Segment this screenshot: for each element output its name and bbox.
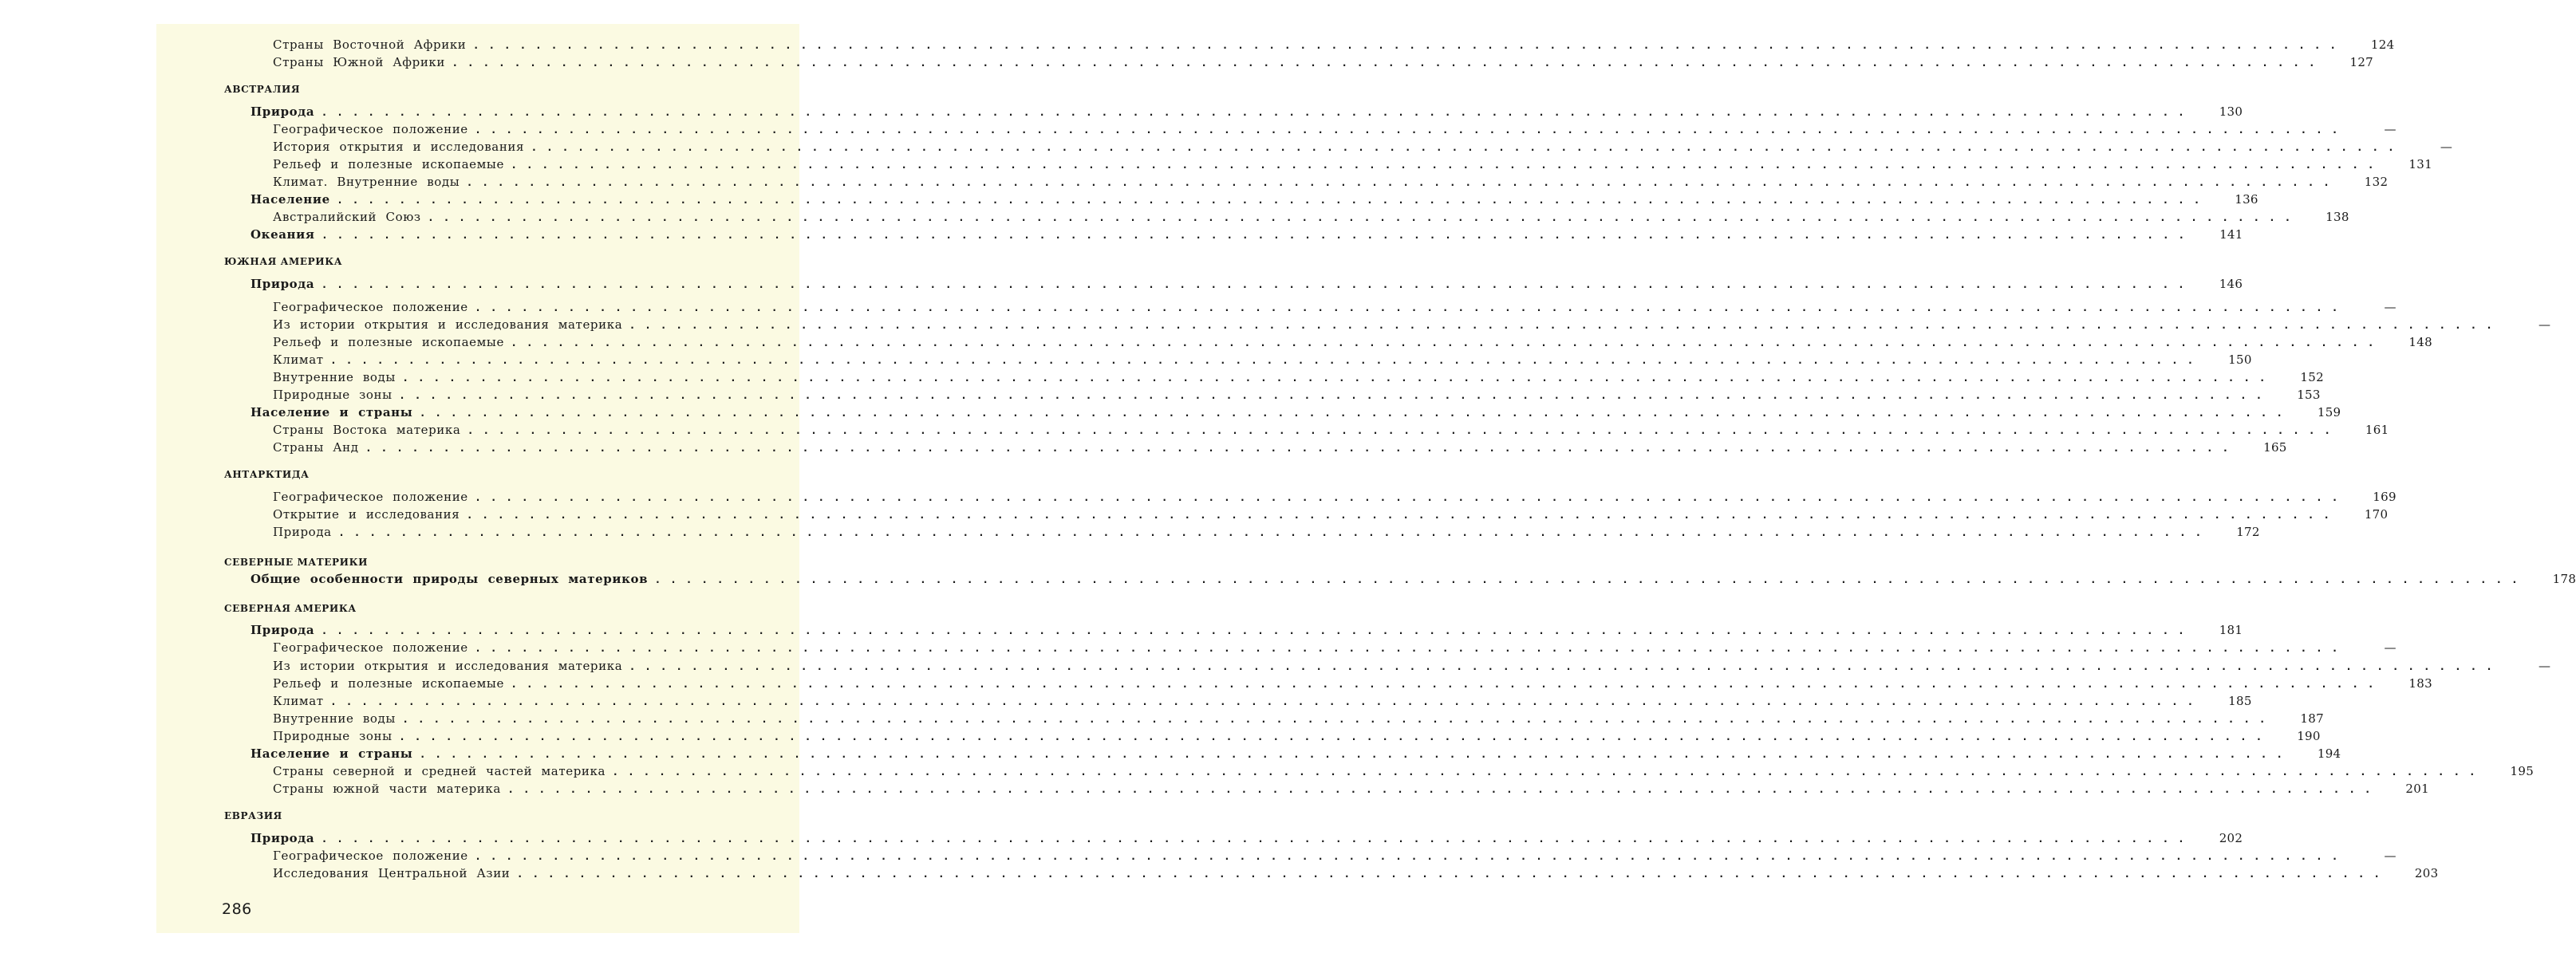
toc-entry-title: Географическое положение	[273, 849, 468, 863]
toc-entry-page: 165	[2263, 440, 2287, 455]
toc-entry-title: Географическое положение	[273, 490, 468, 504]
toc-entry	[250, 276, 2243, 293]
toc-entry-title: Население и страны	[250, 746, 413, 761]
toc-entry-page: —	[2538, 659, 2551, 673]
dot-leader: ........................................................................................................................	[453, 57, 2326, 69]
toc-entry-page: 150	[2228, 352, 2252, 367]
toc-entry-page: 152	[2300, 370, 2324, 384]
toc-entry-page: 136	[2235, 192, 2258, 207]
toc-entry-title: Внутренние воды	[273, 370, 396, 384]
dot-leader: ........................................................................................................................	[508, 784, 2381, 795]
toc-entry	[273, 387, 2321, 404]
toc-entry	[273, 352, 2252, 368]
toc-entry-title: Страны Востока материка	[273, 423, 461, 437]
dot-leader: ........................................................................................................................	[656, 574, 2529, 585]
dot-leader: ........................................................................................................................	[630, 661, 2503, 672]
toc-entry	[273, 524, 2260, 541]
toc-entry-page: —	[2384, 640, 2397, 655]
toc-entry	[273, 848, 2397, 864]
toc-entry-title: Природа	[273, 525, 332, 539]
toc-entry-title: Географическое положение	[273, 300, 468, 314]
toc-entry-title: Рельеф и полезные ископаемые	[273, 157, 504, 171]
section-heading: ЮЖНАЯ АМЕРИКА	[224, 256, 343, 267]
toc-entry-page: 138	[2326, 210, 2349, 224]
section-heading: АВСТРАЛИЯ	[224, 84, 301, 95]
toc-entry-title: Климат	[273, 352, 324, 367]
dot-leader: ........................................................................................................................	[475, 492, 2349, 503]
toc-entry-title: Страны южной части материка	[273, 782, 501, 796]
page-number: 286	[222, 900, 252, 918]
toc-entry-page: 146	[2219, 277, 2243, 291]
toc-entry-page: —	[2538, 317, 2551, 332]
toc-entry-page: 130	[2219, 104, 2243, 119]
toc-entry	[273, 209, 2349, 226]
section-heading: СЕВЕРНЫЕ МАТЕРИКИ	[224, 557, 369, 568]
toc-entry-title: Страны Анд	[273, 440, 359, 455]
dot-leader: ........................................................................................................................	[366, 443, 2239, 454]
toc-entry-page: 187	[2300, 711, 2324, 726]
toc-entry-page: 132	[2364, 175, 2389, 189]
dot-leader: ........................................................................................................................	[331, 696, 2204, 707]
toc-entry-page: 203	[2414, 866, 2439, 880]
dot-leader: ........................................................................................................................	[322, 833, 2195, 845]
toc-entry	[273, 640, 2397, 656]
toc-entry-title: Страны северной и средней частей материка	[273, 764, 606, 778]
dot-leader: ........................................................................................................................	[532, 142, 2405, 153]
toc-entry-page: —	[2384, 122, 2397, 136]
toc-entry	[250, 191, 2258, 208]
toc-entry-title: Географическое положение	[273, 640, 468, 655]
dot-leader: ........................................................................................................................	[322, 230, 2195, 241]
toc-entry-title: Исследования Центральной Азии	[273, 866, 511, 880]
toc-entry-page: —	[2384, 300, 2397, 314]
toc-entry	[273, 334, 2432, 351]
toc-entry	[273, 439, 2287, 456]
toc-entry-page: 169	[2373, 490, 2397, 504]
toc-entry-title: Общие особенности природы северных материков	[250, 572, 649, 586]
dot-leader: ........................................................................................................................	[474, 40, 2347, 51]
dot-leader: ........................................................................................................................	[403, 372, 2276, 384]
toc-entry-page: 194	[2317, 746, 2341, 761]
toc-entry	[273, 422, 2389, 439]
toc-entry-page: 161	[2365, 423, 2389, 437]
dot-leader: ........................................................................................................................	[511, 679, 2385, 690]
toc-entry-title: Океания	[250, 227, 315, 242]
toc-entry-page: 159	[2317, 405, 2341, 419]
toc-entry-page: 127	[2349, 55, 2374, 69]
dot-leader: ........................................................................................................................	[339, 527, 2212, 538]
toc-entry	[273, 37, 2395, 53]
toc-entry	[273, 711, 2324, 727]
toc-entry-page: 183	[2408, 676, 2432, 691]
toc-entry-title: Природа	[250, 831, 315, 845]
dot-leader: ........................................................................................................................	[420, 749, 2294, 760]
toc-entry-title: Географическое положение	[273, 122, 468, 136]
toc-entry-page: 131	[2408, 157, 2432, 171]
toc-entry-title: Природа	[250, 623, 315, 637]
toc-entry	[273, 781, 2429, 798]
dot-leader: ........................................................................................................................	[518, 868, 2391, 880]
dot-leader: ........................................................................................................................	[475, 643, 2349, 654]
toc-entry-page: 178	[2552, 572, 2576, 586]
toc-entry-title: Страны Южной Африки	[273, 55, 445, 69]
toc-entry-page: 141	[2219, 227, 2243, 242]
toc-entry-title: Из истории открытия и исследования материка	[273, 659, 623, 673]
toc-entry-page: 124	[2370, 37, 2395, 52]
section-heading: ЕВРАЗИЯ	[224, 810, 282, 821]
toc-entry-page: 195	[2510, 764, 2535, 778]
dot-leader: ........................................................................................................................	[331, 355, 2204, 366]
toc-entry-title: Население и страны	[250, 405, 413, 419]
dot-leader: ........................................................................................................................	[400, 731, 2273, 742]
toc-entry	[273, 865, 2439, 882]
toc-entry	[273, 121, 2397, 138]
toc-entry-page: 170	[2364, 507, 2389, 522]
toc-entry	[273, 139, 2453, 156]
toc-entry-title: Население	[250, 192, 330, 207]
toc-entry	[273, 156, 2432, 173]
toc-entry-title: Природа	[250, 277, 315, 291]
toc-entry	[250, 571, 2576, 588]
toc-entry-page: 172	[2236, 525, 2260, 539]
dot-leader: ........................................................................................................................	[428, 212, 2302, 223]
toc-entry	[250, 226, 2243, 243]
section-heading: АНТАРКТИДА	[224, 469, 310, 480]
toc-entry-title: Австралийский Союз	[273, 210, 421, 224]
dot-leader: ........................................................................................................................	[337, 195, 2211, 206]
toc-entry	[273, 54, 2374, 71]
toc-entry-page: 148	[2408, 335, 2432, 349]
toc-entry	[250, 404, 2341, 421]
toc-entry-title: Рельеф и полезные ископаемые	[273, 676, 504, 691]
dot-leader: ........................................................................................................................	[475, 124, 2349, 136]
book-page	[156, 24, 2576, 933]
toc-entry	[273, 728, 2321, 745]
toc-entry	[273, 174, 2389, 191]
toc-entry-title: История открытия и исследования	[273, 140, 525, 154]
dot-leader: ........................................................................................................................	[322, 107, 2195, 118]
toc-entry	[273, 693, 2252, 710]
toc-entry-page: 153	[2297, 388, 2321, 402]
toc-entry	[273, 763, 2535, 780]
dot-leader: ........................................................................................................................	[420, 408, 2294, 419]
toc-entry	[250, 622, 2243, 639]
dot-leader: ........................................................................................................................	[630, 320, 2503, 331]
dot-leader: ........................................................................................................................	[467, 510, 2341, 521]
toc-entry-title: Внутренние воды	[273, 711, 396, 726]
toc-entry-title: Климат. Внутренние воды	[273, 175, 460, 189]
toc-entry	[250, 104, 2243, 120]
toc-entry	[273, 317, 2551, 333]
dot-leader: ........................................................................................................................	[613, 766, 2487, 778]
dot-leader: ........................................................................................................................	[468, 425, 2341, 436]
dot-leader: ........................................................................................................................	[511, 160, 2385, 171]
dot-leader: ........................................................................................................................	[322, 279, 2195, 290]
toc-entry	[273, 369, 2324, 386]
dot-leader: ........................................................................................................................	[467, 177, 2341, 188]
toc-entry-page: 190	[2297, 729, 2321, 743]
toc-entry-title: Природные зоны	[273, 729, 393, 743]
toc-entry-page: —	[2440, 140, 2453, 154]
toc-entry-page: 181	[2219, 623, 2243, 637]
table-of-contents	[156, 24, 2576, 933]
toc-entry	[273, 299, 2397, 316]
toc-entry-title: Климат	[273, 694, 324, 708]
toc-entry-title: Страны Восточной Африки	[273, 37, 467, 52]
dot-leader: ........................................................................................................................	[511, 337, 2385, 349]
toc-entry-page: 185	[2228, 694, 2252, 708]
dot-leader: ........................................................................................................................	[475, 302, 2349, 313]
toc-entry	[273, 675, 2432, 692]
toc-entry-title: Природные зоны	[273, 388, 393, 402]
toc-entry	[273, 658, 2551, 675]
toc-entry-page: —	[2384, 849, 2397, 863]
toc-entry-page: 201	[2405, 782, 2429, 796]
toc-entry-title: Открытие и исследования	[273, 507, 460, 522]
toc-entry	[250, 746, 2341, 762]
section-heading: СЕВЕРНАЯ АМЕРИКА	[224, 603, 357, 614]
dot-leader: ........................................................................................................................	[322, 625, 2195, 636]
toc-entry	[273, 506, 2389, 523]
toc-entry	[273, 489, 2397, 506]
toc-entry	[250, 830, 2243, 847]
toc-entry-title: Рельеф и полезные ископаемые	[273, 335, 504, 349]
dot-leader: ........................................................................................................................	[475, 851, 2349, 862]
dot-leader: ........................................................................................................................	[403, 714, 2276, 725]
toc-entry-page: 202	[2219, 831, 2243, 845]
dot-leader: ........................................................................................................................	[400, 390, 2273, 401]
toc-entry-title: Из истории открытия и исследования материка	[273, 317, 623, 332]
toc-entry-title: Природа	[250, 104, 315, 119]
